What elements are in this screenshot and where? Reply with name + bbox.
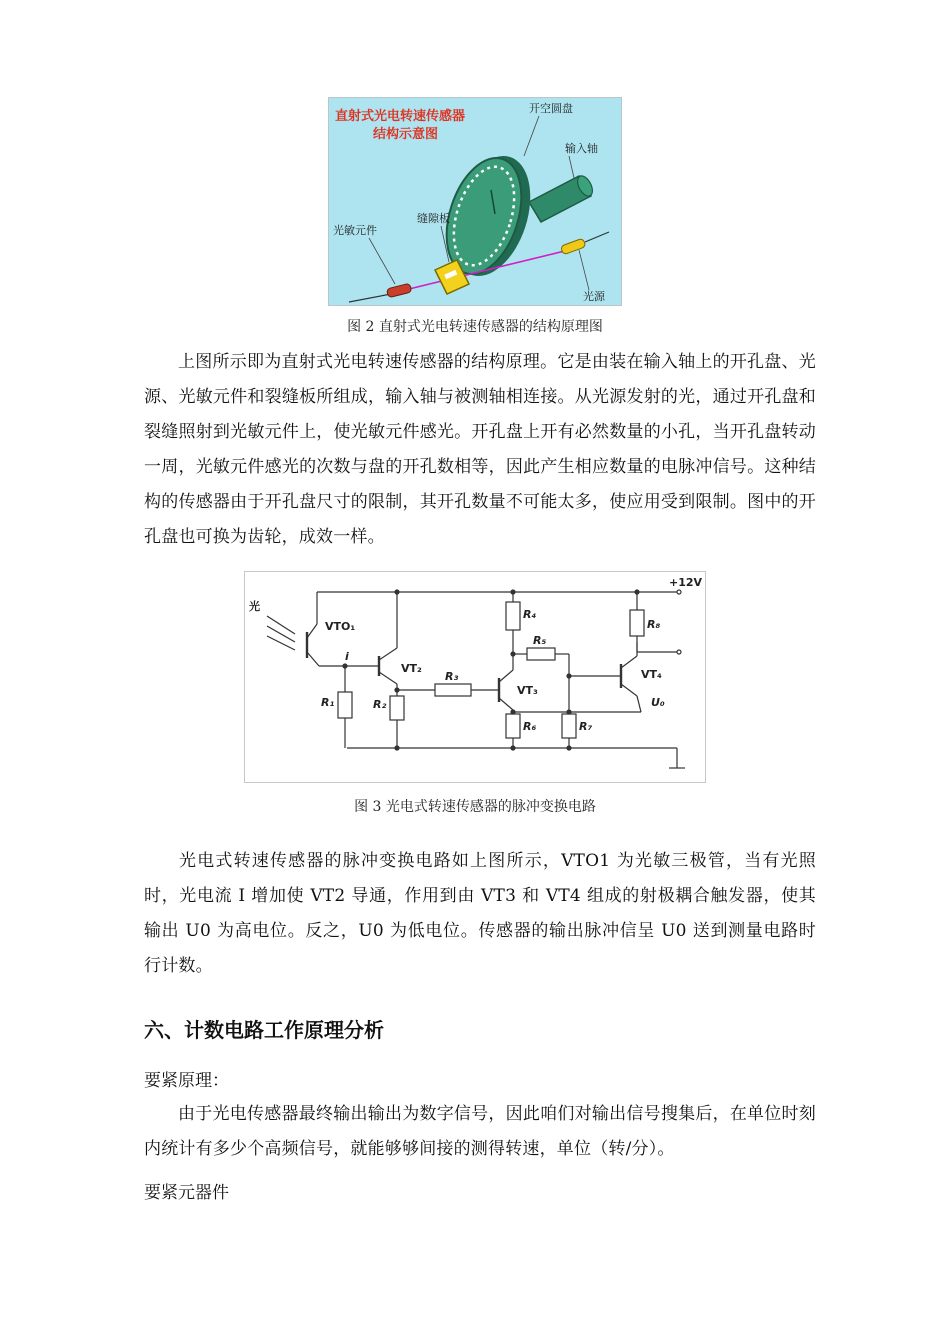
paragraph-circuit-description (144, 844, 816, 984)
circuit-label-vt4: VT₄ (641, 668, 662, 681)
resistor-r4 (506, 602, 520, 630)
circuit-label-output: U₀ (651, 696, 665, 709)
diagram-title-line2: 结构示意图 (373, 127, 439, 142)
section-heading: 六、计数电路工作原理分析 (144, 1018, 384, 1042)
circuit-label-r6: R₆ (523, 720, 537, 733)
paragraph-counting-principle (144, 1097, 816, 1167)
label-disc: 开空圆盘 (529, 102, 573, 115)
circuit-label-r3: R₃ (445, 670, 459, 683)
label-slit-plate: 缝隙板 (417, 212, 450, 225)
resistor-r8 (630, 610, 644, 636)
circuit-label-vt2: VT₂ (401, 662, 422, 675)
photo-element-shape (386, 283, 411, 298)
circuit-label-vto1: VTO₁ (325, 620, 356, 633)
resistor-r3 (435, 684, 471, 696)
circuit-label-r2: R₂ (373, 698, 387, 711)
components-label: 要紧元器件 (144, 1183, 229, 1203)
paragraph-3-text: 由于光电传感器最终输出输出为数字信号，因此咱们对输出信号搜集后，在单位时刻内统计有多少个高频信号，就能够够间接的测得转速，单位（转/分）。 (144, 1104, 816, 1159)
figure-2-caption: 图 2 直射式光电转速传感器的结构原理图 (347, 319, 603, 335)
principle-label: 要紧原理： (144, 1071, 229, 1091)
paragraph-1-text: 上图所示即为直射式光电转速传感器的结构原理。它是由装在输入轴上的开孔盘、光源、光敏元件和裂缝板所组成，输入轴与被测轴相连接。从光源发射的光，通过开孔盘和裂缝照射到光敏元件上，使光敏元件感光。开孔盘上开有必然数量的小孔，当开孔盘转动一周，光敏元件感光的次数与盘的开孔数相等，因此产生相应数量的电脉冲信号。这种结构的传感器由于开孔盘尺寸的限制，其开孔数量不可能太多，使应用受到限制。图中的开孔盘也可换为齿轮，成效一样。 (144, 352, 816, 547)
light-source-shape (560, 238, 586, 255)
circuit-label-light: 光 (249, 600, 260, 613)
figure-3-circuit (244, 571, 706, 783)
circuit-label-r1: R₁ (321, 696, 335, 709)
circuit-label-current: i (345, 650, 349, 663)
resistor-r6 (506, 714, 520, 738)
circuit-label-r7: R₇ (579, 720, 593, 733)
resistor-r2 (390, 696, 404, 720)
circuit-label-r5: R₅ (533, 634, 547, 647)
figure-2-diagram (328, 97, 622, 306)
paragraph-2-text: 光电式转速传感器的脉冲变换电路如上图所示，VTO1 为光敏三极管，当有光照时，光电流 I 增加使 VT2 导通，作用到由 VT3 和 VT4 组成的射极耦合触发器，使其输出 U0 为高电位。反之，U0 为低电位。传感器的输出脉冲信呈 U0 送到测量电路时行计数。 (144, 851, 816, 976)
resistor-r7 (562, 714, 576, 738)
resistor-r1 (338, 692, 352, 718)
label-shaft: 输入轴 (565, 142, 598, 155)
circuit-label-vt3: VT₃ (517, 684, 538, 697)
label-photo-element: 光敏元件 (333, 224, 377, 237)
circuit-label-r8: R₈ (647, 618, 661, 631)
sensor-structure-drawing (329, 98, 623, 307)
diagram-title-line1: 直射式光电转速传感器 (335, 109, 466, 124)
pulse-circuit-drawing (245, 572, 707, 784)
circuit-label-r4: R₄ (523, 608, 537, 621)
circuit-label-supply: +12V (669, 576, 703, 589)
resistor-r5 (527, 648, 555, 660)
label-light-source: 光源 (583, 290, 605, 303)
figure-3-caption: 图 3 光电式转速传感器的脉冲变换电路 (354, 799, 596, 815)
paragraph-structure-principle (144, 345, 816, 555)
